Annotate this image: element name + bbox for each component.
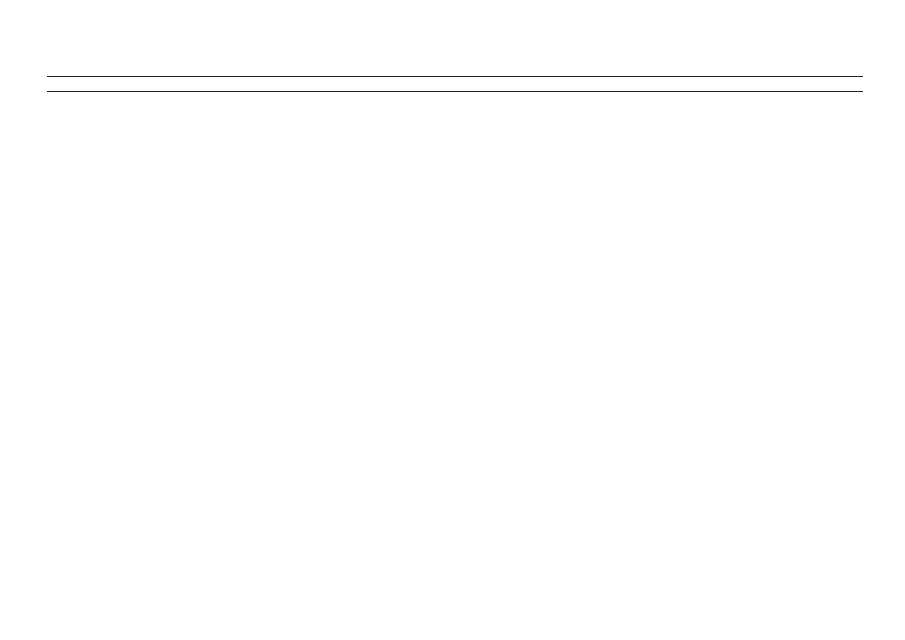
table-header (47, 76, 863, 92)
